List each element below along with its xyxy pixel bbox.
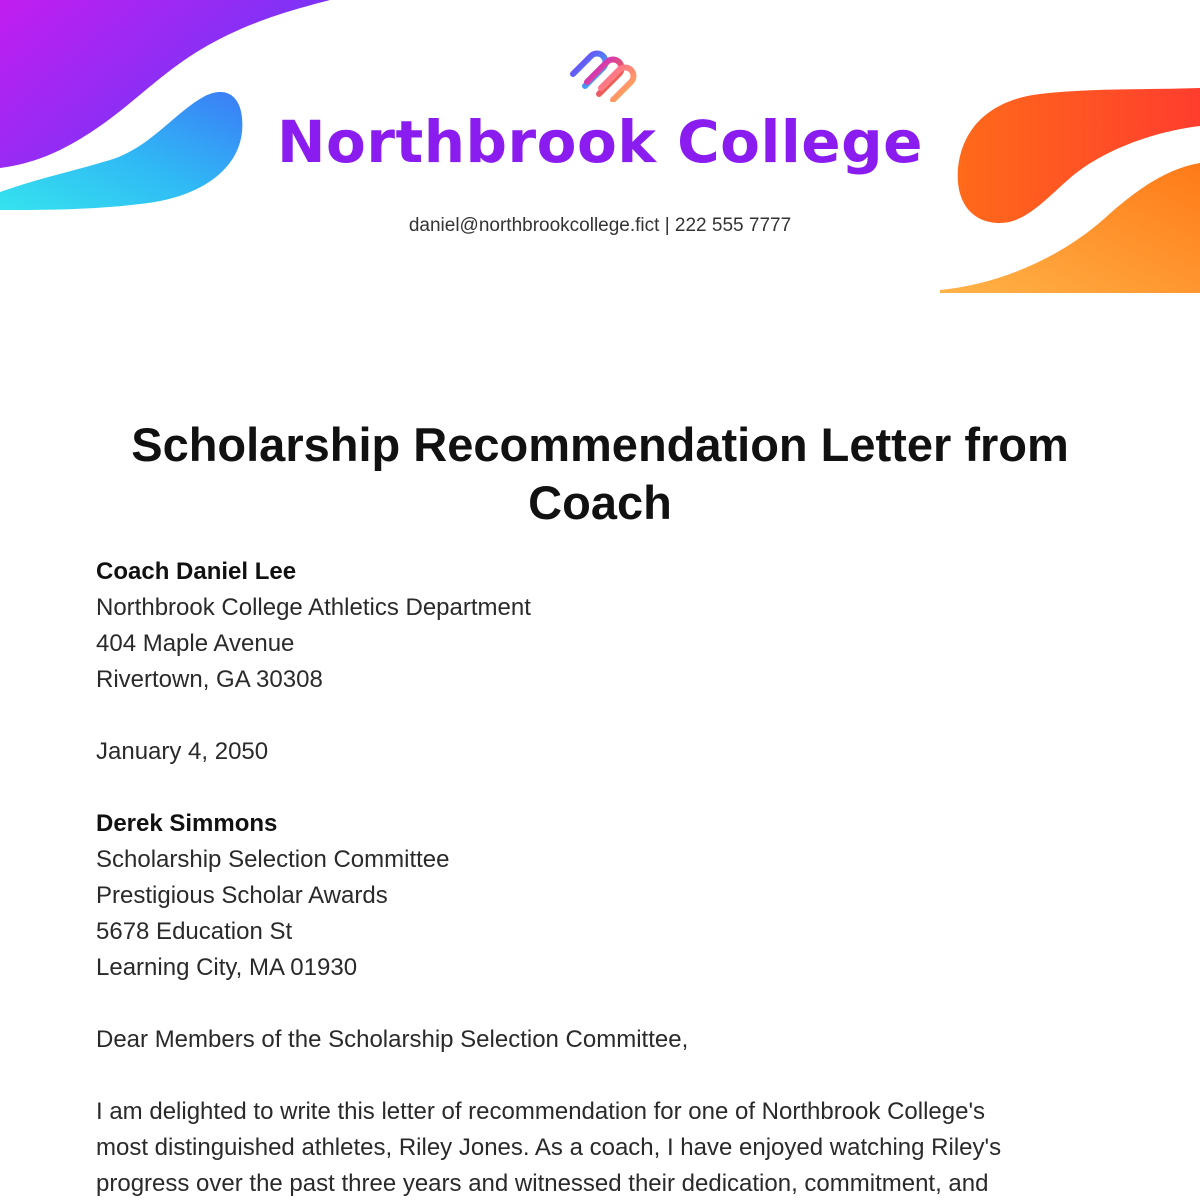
recipient-address-block xyxy=(96,806,1106,986)
paragraph-line: most distinguished athletes, Riley Jones. As a coach, I have enjoyed watching Riley's xyxy=(96,1134,1002,1161)
sender-street: 404 Maple Avenue xyxy=(96,630,295,657)
recipient-committee: Scholarship Selection Committee xyxy=(96,846,450,873)
letter-date-block xyxy=(96,734,1106,770)
salutation: Dear Members of the Scholarship Selection Committee, xyxy=(96,1026,689,1053)
interlinked-chain-logo-icon xyxy=(563,44,639,102)
paragraph-line: progress over the past three years and witnessed their dedication, commitment, and xyxy=(96,1170,989,1197)
sender-city: Rivertown, GA 30308 xyxy=(96,666,323,693)
contact-info: daniel@northbrookcollege.fict | 222 555 7777 xyxy=(408,215,792,236)
sender-department: Northbrook College Athletics Department xyxy=(96,594,531,621)
letter-date: January 4, 2050 xyxy=(96,738,269,765)
paragraph-line: I am delighted to write this letter of recommendation for one of Northbrook College's xyxy=(96,1098,986,1125)
salutation-block xyxy=(96,1022,1106,1058)
college-name: Northbrook College xyxy=(277,108,923,176)
sender-address-block xyxy=(96,554,1106,698)
sender-name: Coach Daniel Lee xyxy=(96,558,297,585)
letterhead xyxy=(0,0,1200,300)
recipient-city: Learning City, MA 01930 xyxy=(96,954,358,981)
body-paragraph xyxy=(96,1094,1106,1200)
letter-title: Scholarship Recommendation Letter from Coach xyxy=(131,418,1069,529)
recipient-street: 5678 Education St xyxy=(96,918,293,945)
recipient-name: Derek Simmons xyxy=(96,810,278,837)
recipient-organization: Prestigious Scholar Awards xyxy=(96,882,388,909)
